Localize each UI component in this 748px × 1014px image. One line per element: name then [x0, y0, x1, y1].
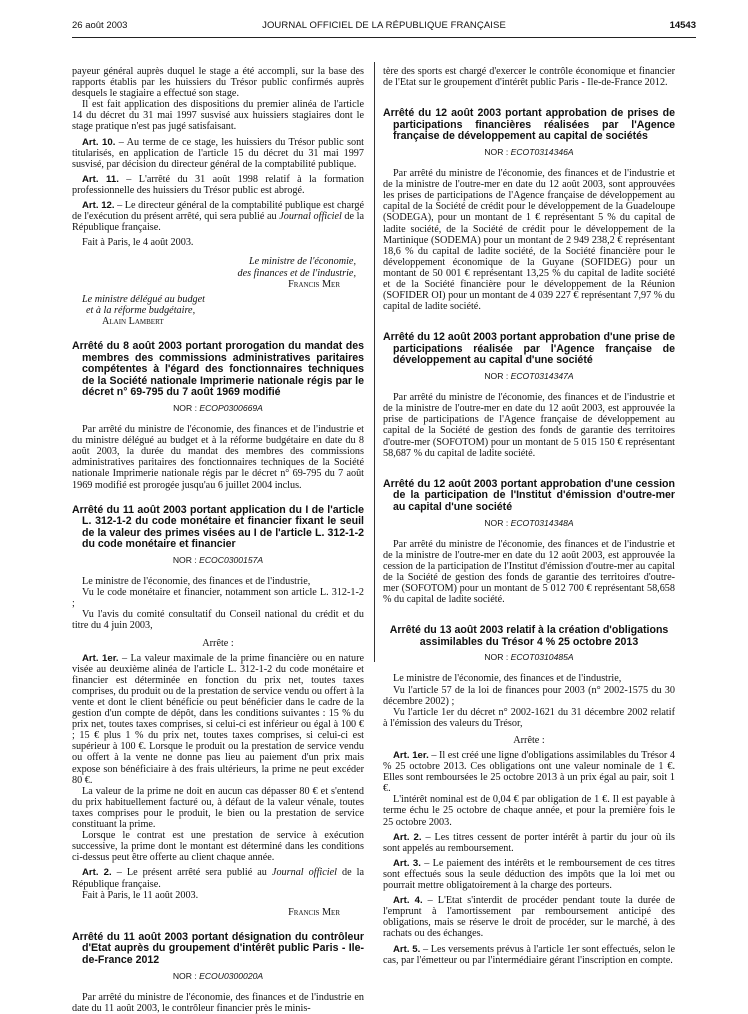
- decree-heading: Arrêté du 12 août 2003 portant approbation de prises de participations financières réalisées par l'Agence française de développement au capital de sociétés: [383, 107, 675, 143]
- nor-code: ECOT0314347A: [510, 371, 574, 382]
- article-text: de la République française.: [72, 211, 365, 234]
- article-text: – Le présent arrêté sera publié au: [111, 867, 272, 879]
- nor-code: ECOU0300020A: [199, 970, 264, 981]
- paragraph: Par arrêté du ministre de l'économie, des finances et de l'industrie et de la ministre de l'outre-mer en date du 12 août 2003, est approuvée la cession de la participation de l'Institut d'émission d'outre-mer au capital de la Société de gestion des fonds de garantie des territoires d'outre-mer (SOFOTOM) pour un montant de 5 012 700 € représentant 58,658 % du capital de ladite société.: [383, 538, 675, 606]
- nor-label: NOR :: [173, 402, 200, 413]
- page-header: [72, 20, 696, 34]
- page-number: 14543: [669, 20, 696, 31]
- nor-reference: [383, 518, 675, 529]
- article-11: [72, 174, 364, 196]
- paragraph: Par arrêté du ministre de l'économie, des finances et de l'industrie et du ministre délégué au budget et à la réforme budgétaire en date du 8 août 2003, la durée du mandat des membres des commissions administratives paritaires des fonctionnaires techniques de la Société nationale Imprimerie nationale régis par le décret n° 69-795 du 7 août 1969 modifié est prorogée jusqu'au 6 juillet 2004 inclus.: [72, 424, 364, 491]
- nor-label: NOR :: [484, 652, 511, 663]
- signature-date: Fait à Paris, le 11 août 2003.: [82, 889, 199, 901]
- paragraph: Vu l'article 1er du décret n° 2002-1621 du 31 décembre 2002 relatif à l'émission des valeurs du Trésor,: [383, 706, 675, 729]
- decree-heading: Arrêté du 12 août 2003 portant approbation d'une cession de la participation de l'Institut d'émission d'outre-mer au capital d'une société: [383, 477, 675, 513]
- paragraph: Vu l'article 57 de la loi de finances pour 2003 (n° 2002-1575 du 30 décembre 2002) ;: [383, 684, 675, 707]
- article-text: – La valeur maximale de la prime financière ou en nature visée au deuxième alinéa de l'article L. 312-1-2 du code monétaire et financier est déterminée en fonction du prix net, toutes taxes comprises, du produit ou de la prestation de service vendu ou offert à la vente et dont le client bénéficie ou peut bénéficier dans le cadre de la gestion d'un compte de dépôt, dans les conditions suivantes : 15 % du prix net, toutes taxes comprises, si celui-ci est inférieur ou égal à 100 € ; 15 € plus 1 % du prix net, toutes taxes comprises, si celui-ci est supérieur à 100 €. Lorsque le produit ou la prestation de service vendu ou offert à la vente ne donne pas lieu au paiement d'un prix mais expose son bénéficiaire à des frais ultérieurs, la prime ne peut excéder 80 €.: [72, 652, 364, 786]
- nor-reference: [72, 971, 364, 982]
- nor-reference: [72, 403, 364, 414]
- article-1: [72, 653, 364, 786]
- nor-reference: [383, 371, 675, 382]
- issue-date: 26 août 2003: [72, 20, 128, 31]
- paragraph: Par arrêté du ministre de l'économie, des finances et de l'industrie et de la ministre de l'outre-mer en date du 12 août 2003, sont approuvées les prises de participations de l'Agence française de développement au capital de la Société de crédit pour le développement de la Guadeloupe (SODEGA), pour un montant de 1 € représentant 5 % du capital de ladite société, de la Société de crédit pour le développement de la Martinique (SODEMA) pour un montant de 2 949 238,2 € représentant 18,6 % du capital de ladite société, de la Société financière pour le développement économique de la Guyane (SOFIDEG) pour un montant de 50 001 € représentant 13,25 % du capital de ladite société et de la Société financière pour le développement de la Réunion (SOFIDER OI) pour un montant de 4 039 227 € représentant 7,97 % du capital de ladite société.: [383, 168, 675, 313]
- arrete-label: Arrête :: [202, 637, 234, 649]
- article-3: [383, 858, 675, 891]
- signatory-title: et à la réforme budgétaire,: [86, 304, 196, 316]
- article-label: Art. 12.: [82, 200, 115, 212]
- right-column: [383, 66, 675, 966]
- article-text: – Le paiement des intérêts et le remboursement de ces titres sont effectués sous la seule déduction des impôts que la loi met ou pourrait mettre obligatoirement à la charge des porteurs.: [383, 857, 675, 892]
- header-rule: [72, 37, 696, 38]
- signatory-title: des finances et de l'industrie,: [237, 267, 356, 279]
- article-label: Art. 1er.: [393, 750, 429, 761]
- article-2: [383, 832, 675, 854]
- article-text: – Il est créé une ligne d'obligations assimilables du Trésor 4 % 25 octobre 2013. Ces obligations ont une valeur nominale de 1 €. Elles sont remboursées le 25 octobre 2013 à un prix égal au pair, soit 1 €.: [383, 750, 675, 795]
- decree-heading: Arrêté du 11 août 2003 portant désignation du contrôleur d'Etat auprès du groupement d'intérêt public Paris - Ile-de-France 2012: [72, 930, 364, 966]
- signatory-title: Le ministre de l'économie,: [248, 256, 356, 268]
- nor-label: NOR :: [172, 554, 200, 565]
- nor-reference: [72, 555, 364, 566]
- article-4: [383, 895, 675, 939]
- journal-ref: Journal officiel: [271, 867, 337, 879]
- decree-heading: Arrêté du 13 août 2003 relatif à la création d'obligations assimilables du Trésor 4 % 25 octobre 2013: [389, 624, 669, 648]
- paragraph: tère des sports est chargé d'exercer le contrôle économique et financier de l'Etat sur le groupement d'intérêt public Paris - Ile-de-France 2012.: [383, 66, 675, 89]
- paragraph: Vu le code monétaire et financier, notamment son article L. 312-1-2 ;: [72, 587, 364, 610]
- article-text: – L'arrêté du 31 août 1998 relatif à la formation professionnelle des huissiers du Trésor public est abrogé.: [72, 173, 364, 196]
- paragraph: Le ministre de l'économie, des finances et de l'industrie,: [393, 673, 622, 685]
- paragraph: Il est fait application des dispositions du premier alinéa de l'article 14 du décret du 31 mai 1997 susvisé aux huissiers stagiaires dont le stage pratique n'est pas jugé satisfaisant.: [72, 99, 364, 133]
- paragraph: Vu l'avis du comité consultatif du Conseil national du crédit et du titre du 4 juin 2003,: [72, 609, 364, 632]
- nor-label: NOR :: [484, 146, 511, 157]
- signatory-title: Le ministre délégué au budget: [82, 293, 205, 305]
- signatory-name: Francis Mer: [288, 278, 340, 290]
- decree-heading: Arrêté du 8 août 2003 portant prorogation du mandat des membres des commissions administratives paritaires compétentes à l'égard des fonctionnaires techniques de la Société nationale Imprimerie nationale régis par le décret n° 69-795 du 7 août 1969 modifié: [72, 339, 364, 399]
- nor-label: NOR :: [484, 517, 511, 528]
- signatory-name: Francis Mer: [288, 906, 340, 918]
- article-5: [383, 944, 675, 966]
- article-text: – Au terme de ce stage, les huissiers du Trésor public sont titularisés, en application de l'article 15 du décret du 31 mai 1997 susvisé, par décision du directeur général de la comptabilité publique.: [72, 136, 364, 170]
- article-text: – Les versements prévus à l'article 1er sont effectués, selon le cas, par l'émetteur ou par l'intermédiaire gérant l'inscription en compte.: [383, 943, 675, 966]
- arrete-label: Arrête :: [513, 734, 545, 746]
- article-label: Art. 11.: [82, 173, 119, 185]
- signatory-name: Alain Lambert: [102, 315, 164, 327]
- nor-label: NOR :: [484, 371, 511, 382]
- nor-reference: [383, 147, 675, 158]
- left-column: [72, 66, 364, 1014]
- nor-code: ECOT0314346A: [510, 146, 574, 157]
- paragraph: L'intérêt nominal est de 0,04 € par obligation de 1 €. Il est payable à terme échu le 25 octobre de chaque année, et pour la première fois le 25 octobre 2003.: [383, 794, 675, 828]
- article-label: Art. 5.: [393, 943, 421, 955]
- article-label: Art. 2.: [82, 867, 112, 879]
- article-label: Art. 10.: [82, 136, 116, 148]
- article-12: [72, 200, 364, 233]
- decree-heading: Arrêté du 12 août 2003 portant approbation d'une prise de participations réalisée par l'Agence française de développement au capital d'une société: [383, 331, 675, 367]
- article-1: [383, 750, 675, 794]
- journal-ref: Journal officiel: [279, 211, 342, 223]
- signature-date: Fait à Paris, le 4 août 2003.: [82, 237, 194, 249]
- article-10: [72, 137, 364, 170]
- article-label: Art. 1er.: [82, 652, 119, 664]
- nor-label: NOR :: [172, 970, 200, 981]
- article-text: – L'Etat s'interdit de procéder pendant toute la durée de l'emprunt à l'amortissement par remboursement anticipé des obligations, mais se réserve le droit de procéder, sur le marché, à des rachats ou des échanges.: [383, 895, 675, 940]
- paragraph: La valeur de la prime ne doit en aucun cas dépasser 80 € et s'entend du prix habituellement facturé ou, à défaut de la valeur vénale, toutes taxes comprises pour le produit, le bien ou la prestation de service constituant la prime.: [72, 785, 364, 831]
- article-text: – Le directeur général de la comptabilité publique est chargé de l'exécution du présent arrêté, qui sera publié au: [72, 200, 364, 223]
- article-text: de la République française.: [72, 867, 364, 890]
- decree-heading: Arrêté du 11 août 2003 portant application du I de l'article L. 312-1-2 du code monétaire et financier fixant le seuil de la valeur des primes visées au I de l'article L. 312-1-2 du code monétaire et financier: [72, 503, 364, 551]
- nor-code: ECOT0310485A: [510, 652, 574, 663]
- nor-code: ECOC0300157A: [199, 554, 264, 565]
- nor-code: ECOP0300669A: [199, 402, 263, 413]
- article-2: [72, 867, 364, 889]
- paragraph: Le ministre de l'économie, des finances et de l'industrie,: [82, 576, 311, 588]
- paragraph: Par arrêté du ministre de l'économie, des finances et de l'industrie et de la ministre de l'outre-mer en date du 12 août 2003, est approuvée la prise de participations de l'Agence française de développement au capital de la Société de gestion des fonds de garantie des territoires d'outre-mer (SOFOTOM) pour un montant de 5 015 150 € représentant 58,687 % du capital de ladite société.: [383, 392, 675, 459]
- nor-reference: [383, 652, 675, 663]
- article-label: Art. 4.: [393, 895, 423, 907]
- paragraph: Lorsque le contrat est une prestation de service à exécution successive, la prime dont le montant est déterminé dans les conditions ci-dessus peut être offerte au client chaque année.: [72, 830, 364, 864]
- nor-code: ECOT0314348A: [510, 517, 574, 528]
- article-label: Art. 3.: [393, 857, 421, 869]
- paragraph: Par arrêté du ministre de l'économie, des finances et de l'industrie en date du 11 août 2003, le contrôleur financier près le minis-: [72, 991, 364, 1014]
- paragraph: payeur général auprès duquel le stage a été accompli, sur la base des rapports établis par les huissiers du Trésor public confirmés auprès desquels le stagiaire a effectué son stage.: [72, 66, 364, 100]
- article-label: Art. 2.: [393, 831, 422, 843]
- journal-title: JOURNAL OFFICIEL DE LA RÉPUBLIQUE FRANÇAISE: [262, 20, 506, 31]
- article-text: – Les titres cessent de porter intérêt à partir du jour où ils sont appelés au remboursement.: [383, 831, 675, 854]
- column-divider: [374, 62, 375, 662]
